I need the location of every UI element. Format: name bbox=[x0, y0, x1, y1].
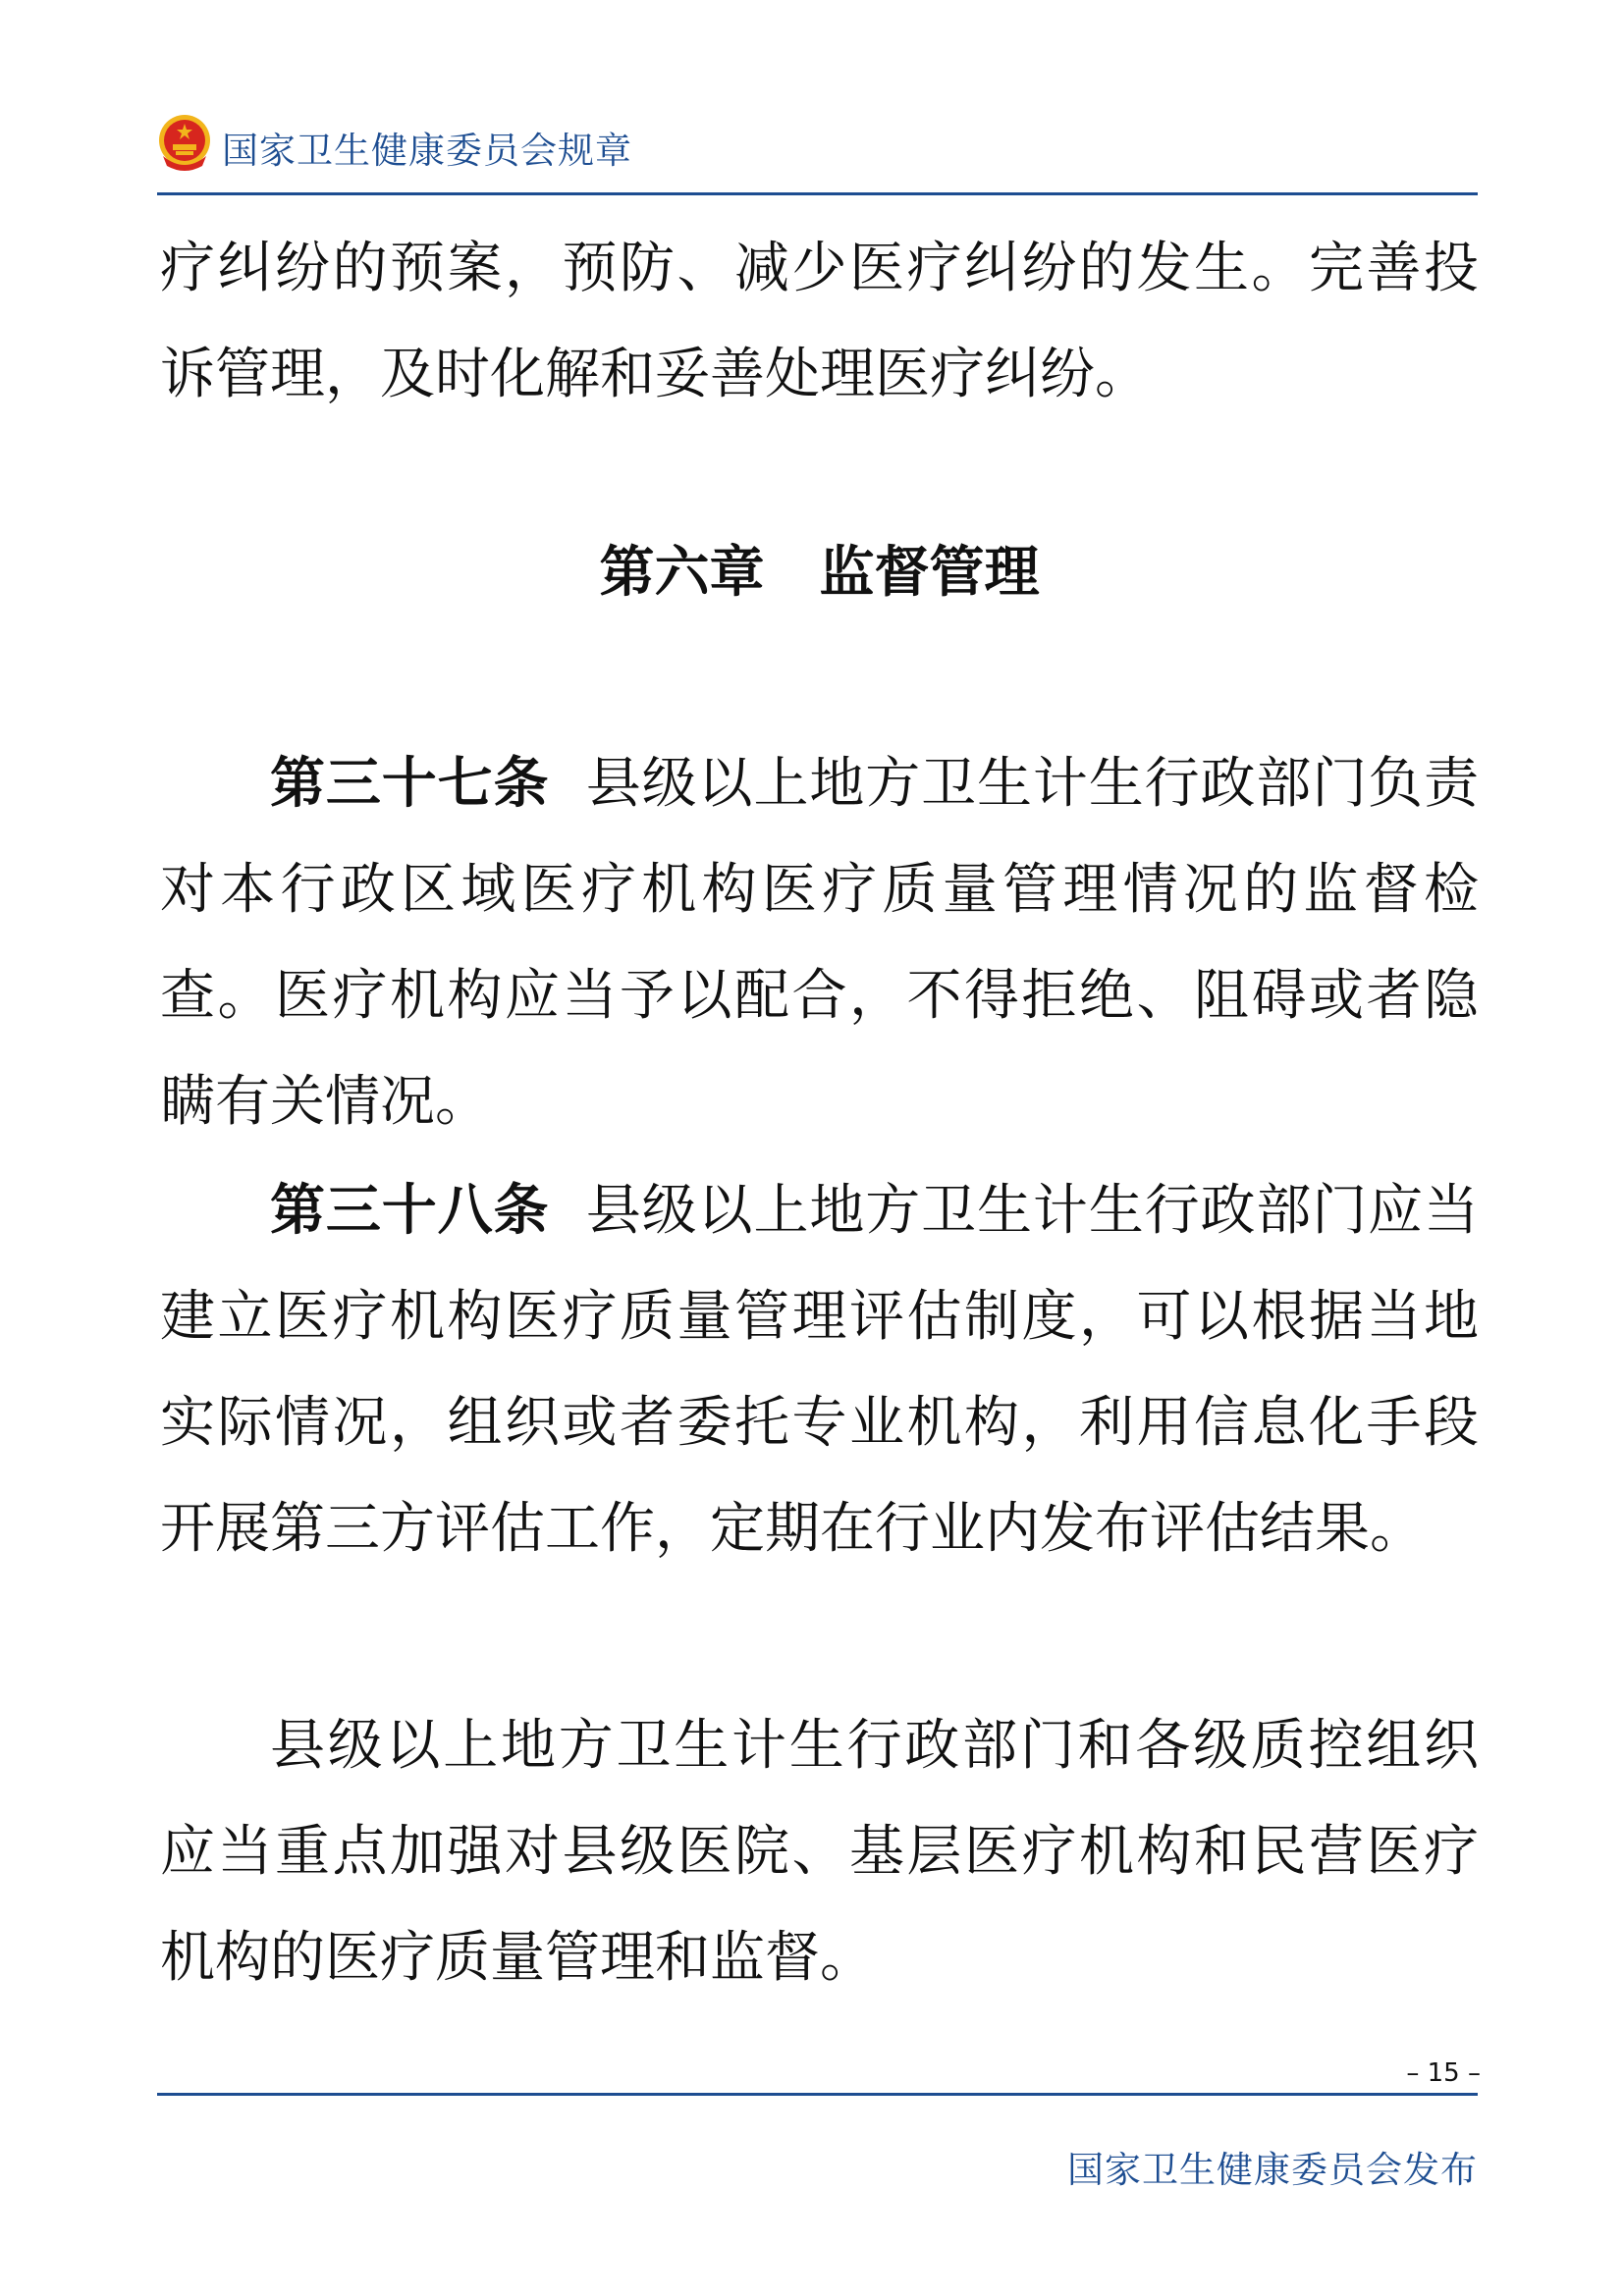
header-title: 国家卫生健康委员会规章 bbox=[222, 130, 632, 172]
article-37 bbox=[160, 731, 1479, 1155]
article-38 bbox=[160, 1158, 1479, 1582]
article-37-number: 第三十七条 bbox=[270, 752, 550, 816]
page-number: – 15 – bbox=[1406, 2058, 1481, 2088]
article-37-text: 县级以上地方卫生计生行政部门负责对本行政区域医疗机构医疗质量管理情况的监督检查。医疗机构应当予以配合，不得拒绝、阻碍或者隐瞒有关情况。 bbox=[160, 752, 1480, 1134]
paragraph-continued: 疗纠纷的预案，预防、减少医疗纠纷的发生。完善投诉管理，及时化解和妥善处理医疗纠纷。 bbox=[160, 237, 1479, 406]
article-38-text: 县级以上地方卫生计生行政部门应当建立医疗机构医疗质量管理评估制度，可以根据当地实际情况，组织或者委托专业机构，利用信息化手段开展第三方评估工作，定期在行业内发布评估结果。 bbox=[160, 1179, 1480, 1561]
chapter-title: 第六章 监督管理 bbox=[599, 541, 1040, 605]
footer-divider bbox=[157, 2093, 1478, 2096]
header-divider bbox=[157, 192, 1478, 195]
article-38-number: 第三十八条 bbox=[270, 1179, 550, 1243]
page-header bbox=[157, 108, 1478, 196]
footer-publisher: 国家卫生健康委员会发布 bbox=[1067, 2149, 1478, 2191]
national-emblem-icon bbox=[157, 113, 212, 172]
paragraph-supervision: 县级以上地方卫生计生行政部门和各级质控组织应当重点加强对县级医院、基层医疗机构和民营医疗机构的医疗质量管理和监督。 bbox=[160, 1714, 1479, 1990]
